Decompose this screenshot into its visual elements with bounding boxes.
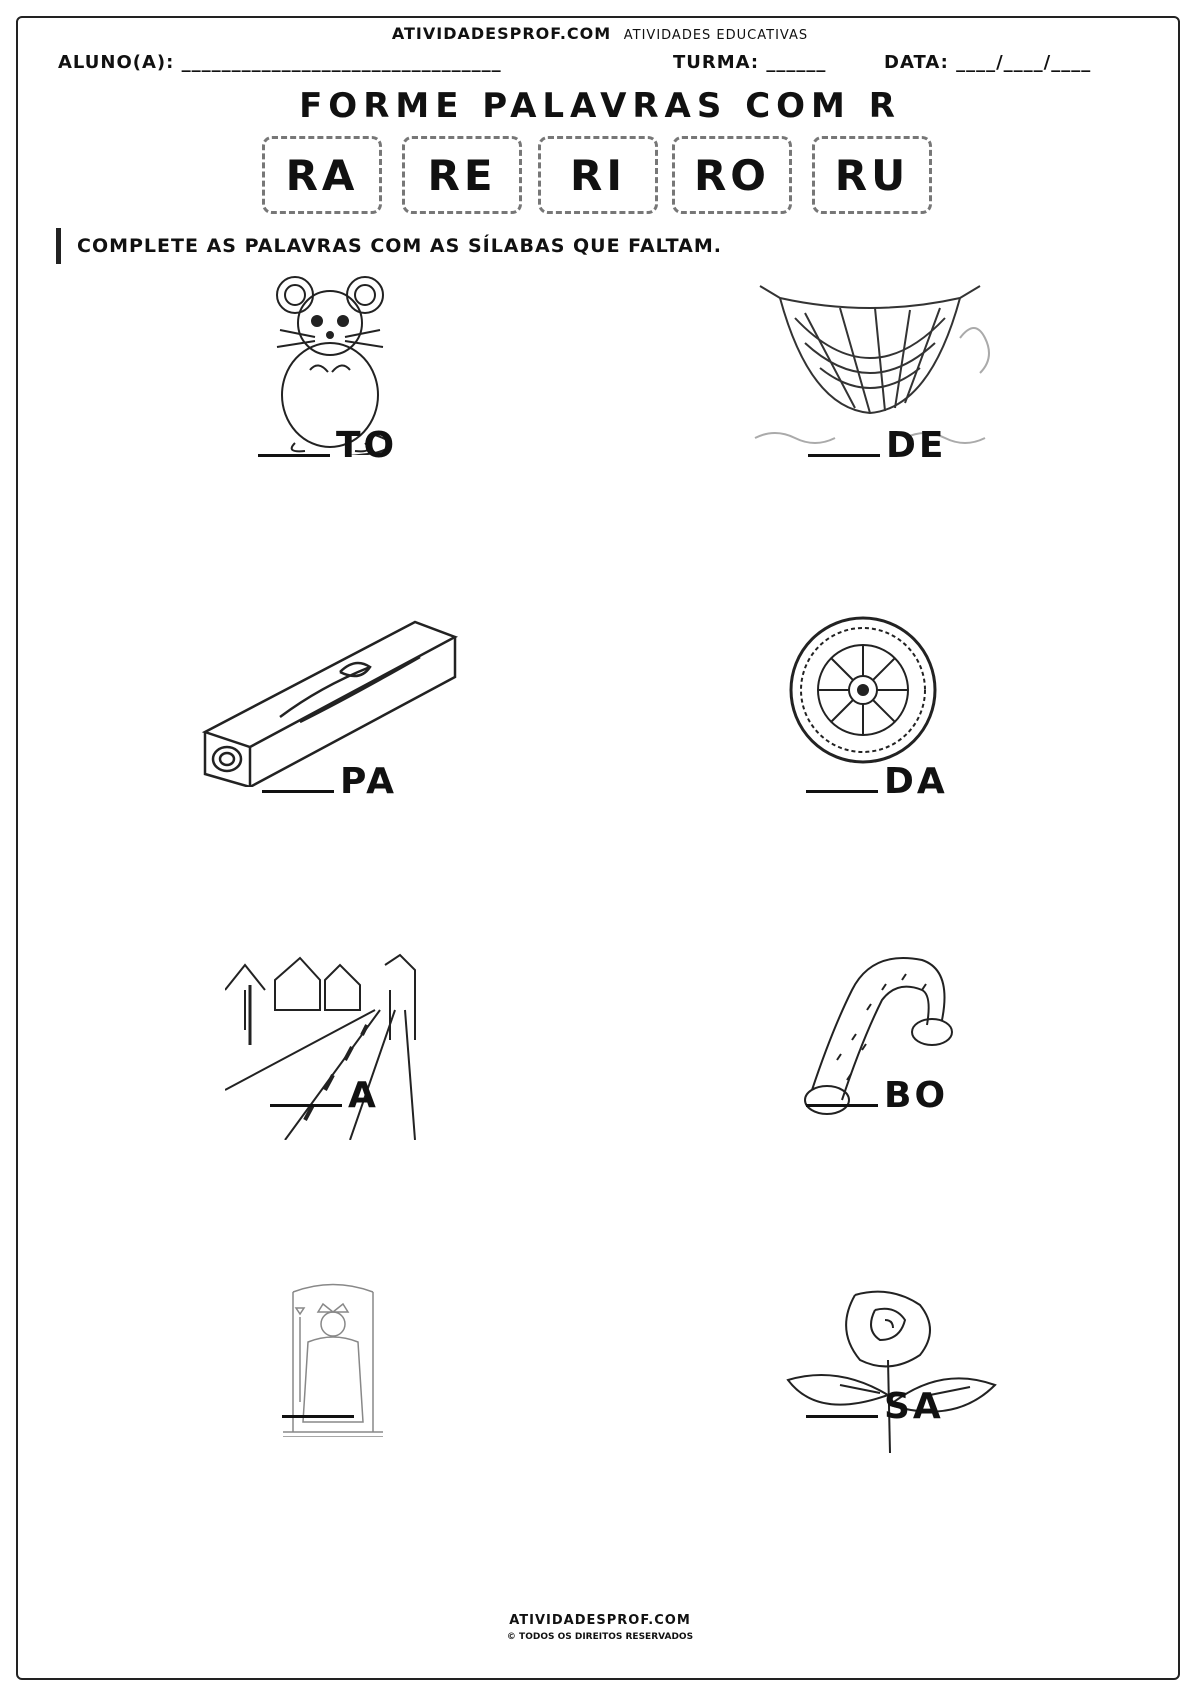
date-field[interactable]: DATA: ____/____/____ [884, 52, 1092, 73]
answer-blank[interactable] [270, 1074, 342, 1107]
word-rosa [806, 1385, 944, 1427]
answer-blank[interactable] [262, 760, 334, 793]
word-ripa [262, 760, 397, 802]
footer-site: ATIVIDADESPROF.COM [509, 1613, 691, 1628]
worksheet-title: FORME PALAVRAS COM R [299, 86, 901, 126]
answer-blank[interactable] [258, 424, 330, 457]
site-header [0, 24, 1200, 43]
wheel-icon [788, 615, 938, 765]
page-border [16, 16, 1180, 1680]
word-suffix: DE [886, 425, 947, 466]
word-suffix: SA [884, 1386, 944, 1427]
answer-blank[interactable] [806, 1074, 878, 1107]
site-subtitle: ATIVIDADES EDUCATIVAS [623, 28, 809, 43]
footer [0, 1613, 1200, 1642]
site-name: ATIVIDADESPROF.COM [391, 24, 612, 43]
syllable-box-ri: RI [538, 136, 658, 214]
word-rato [258, 424, 397, 466]
word-rei [282, 1385, 360, 1427]
rose-icon [780, 1285, 1000, 1455]
word-rede [808, 424, 946, 466]
answer-blank[interactable] [806, 760, 878, 793]
instruction-text: COMPLETE AS PALAVRAS COM AS SÍLABAS QUE FALTAM. [56, 228, 722, 264]
word-rabo [806, 1074, 948, 1116]
syllable-box-ra: RA [262, 136, 382, 214]
word-roda [806, 760, 948, 802]
word-suffix: DA [884, 761, 948, 802]
word-suffix: PA [340, 761, 397, 802]
syllable-box-ro: RO [672, 136, 792, 214]
answer-blank[interactable] [808, 424, 880, 457]
answer-blank[interactable] [806, 1385, 878, 1418]
word-suffix: TO [336, 425, 398, 466]
syllable-box-ru: RU [812, 136, 932, 214]
word-suffix: A [348, 1075, 379, 1116]
word-suffix: BO [884, 1075, 949, 1116]
class-field[interactable]: TURMA: ______ [673, 52, 827, 73]
syllable-box-re: RE [402, 136, 522, 214]
footer-rights: © TODOS OS DIREITOS RESERVADOS [506, 1632, 694, 1642]
word-rua [270, 1074, 379, 1116]
answer-blank[interactable] [282, 1385, 354, 1418]
student-name-field[interactable]: ALUNO(A): ________________________________ [58, 52, 502, 73]
